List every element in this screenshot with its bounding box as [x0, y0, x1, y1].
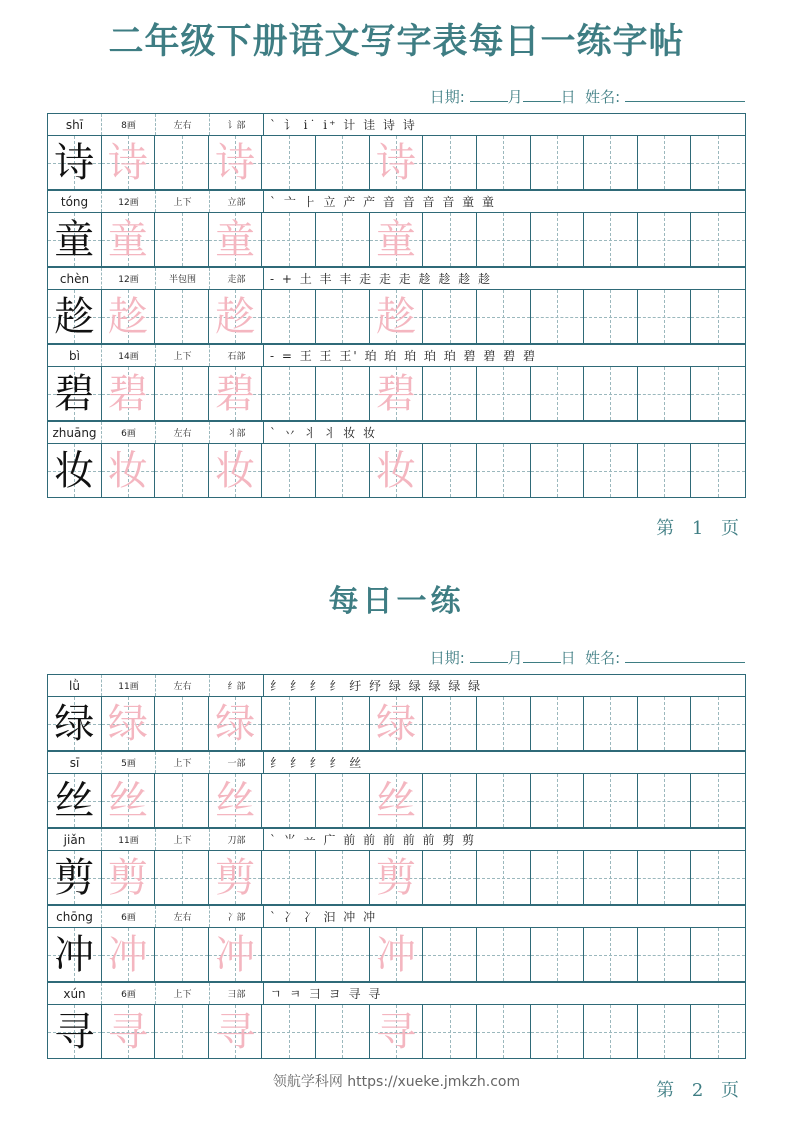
- pinyin-label: tóng: [48, 191, 102, 212]
- writing-box[interactable]: [316, 851, 370, 904]
- writing-box[interactable]: [691, 774, 745, 827]
- pinyin-label: sī: [48, 752, 102, 773]
- radical-label: 讠部: [210, 114, 264, 135]
- writing-box[interactable]: [691, 1005, 745, 1058]
- writing-box[interactable]: [477, 290, 531, 343]
- character-row: [47, 190, 746, 267]
- writing-box[interactable]: [584, 697, 638, 750]
- writing-box[interactable]: [531, 136, 585, 189]
- trace-character: 童: [375, 216, 416, 263]
- character-info-bar: [47, 982, 746, 1004]
- writing-box[interactable]: [209, 928, 263, 981]
- stroke-count: 5画: [102, 752, 156, 773]
- trace-character: 绿: [107, 700, 148, 747]
- stroke-order: ` 冫 冫 汩 冲 冲: [270, 910, 378, 924]
- stroke-count: 6画: [102, 983, 156, 1004]
- pinyin-label: shī: [48, 114, 102, 135]
- radical-label: 刀部: [210, 829, 264, 850]
- writing-box[interactable]: [102, 444, 156, 497]
- pinyin-label: chèn: [48, 268, 102, 289]
- writing-box[interactable]: [102, 367, 156, 420]
- structure-label: 半包围: [156, 268, 210, 289]
- model-character: 剪: [54, 854, 95, 901]
- writing-box[interactable]: [48, 697, 102, 750]
- writing-box[interactable]: [370, 697, 424, 750]
- writing-box[interactable]: [477, 697, 531, 750]
- character-info-bar: [47, 267, 746, 289]
- writing-box[interactable]: [262, 1005, 316, 1058]
- writing-box[interactable]: [370, 851, 424, 904]
- model-character: 童: [54, 216, 95, 263]
- writing-box[interactable]: [638, 697, 692, 750]
- writing-box[interactable]: [316, 1005, 370, 1058]
- writing-box[interactable]: [102, 136, 156, 189]
- writing-box[interactable]: [584, 444, 638, 497]
- trace-character: 寻: [375, 1008, 416, 1055]
- writing-box[interactable]: [423, 1005, 477, 1058]
- writing-boxes: [47, 696, 746, 751]
- model-character: 冲: [54, 931, 95, 978]
- name-blank[interactable]: [625, 87, 745, 102]
- trace-character: 诗: [375, 139, 416, 186]
- writing-box[interactable]: [423, 444, 477, 497]
- writing-box[interactable]: [155, 136, 209, 189]
- trace-character: 妆: [375, 447, 416, 494]
- character-row: [47, 982, 746, 1059]
- stroke-count: 6画: [102, 906, 156, 927]
- writing-box[interactable]: [370, 1005, 424, 1058]
- writing-box[interactable]: [584, 367, 638, 420]
- writing-box[interactable]: [638, 290, 692, 343]
- writing-box[interactable]: [316, 928, 370, 981]
- stroke-order: 纟 纟 纟 纟 丝: [270, 756, 364, 770]
- writing-box[interactable]: [155, 213, 209, 266]
- stroke-order: 纟 纟 纟 纟 纡 纾 绿 绿 绿 绿 绿: [270, 679, 483, 693]
- writing-box[interactable]: [102, 213, 156, 266]
- model-character: 丝: [54, 777, 95, 824]
- writing-box[interactable]: [262, 774, 316, 827]
- writing-box[interactable]: [48, 928, 102, 981]
- character-info-bar: [47, 751, 746, 773]
- practice-grid-page-1: [47, 113, 746, 498]
- radical-label: 冫部: [210, 906, 264, 927]
- day-label: 日: [560, 649, 576, 667]
- writing-box[interactable]: [102, 774, 156, 827]
- writing-boxes: [47, 366, 746, 421]
- writing-box[interactable]: [209, 444, 263, 497]
- trace-character: 剪: [215, 854, 256, 901]
- writing-box[interactable]: [423, 136, 477, 189]
- stroke-count: 12画: [102, 191, 156, 212]
- trace-character: 童: [107, 216, 148, 263]
- stroke-order: ` ⺌ 䒑 广 前 前 前 前 前 剪 剪: [270, 833, 477, 847]
- writing-box[interactable]: [209, 774, 263, 827]
- writing-box[interactable]: [316, 136, 370, 189]
- trace-character: 童: [215, 216, 256, 263]
- writing-box[interactable]: [691, 213, 745, 266]
- trace-character: 寻: [107, 1008, 148, 1055]
- writing-boxes: [47, 443, 746, 498]
- date-name-line-2: [430, 647, 745, 668]
- writing-box[interactable]: [691, 367, 745, 420]
- writing-box[interactable]: [262, 367, 316, 420]
- writing-box[interactable]: [584, 136, 638, 189]
- character-row: [47, 674, 746, 751]
- trace-character: 剪: [375, 854, 416, 901]
- model-character: 绿: [54, 700, 95, 747]
- writing-box[interactable]: [48, 290, 102, 343]
- trace-character: 冲: [107, 931, 148, 978]
- writing-box[interactable]: [477, 1005, 531, 1058]
- structure-label: 上下: [156, 983, 210, 1004]
- writing-box[interactable]: [48, 136, 102, 189]
- stroke-order: ` 亠 ⺊ 立 产 产 音 音 音 音 童 童: [270, 195, 496, 209]
- writing-box[interactable]: [638, 213, 692, 266]
- stroke-order: ` 讠 i˙ i⁺ 计 诖 诗 诗: [270, 118, 417, 132]
- writing-box[interactable]: [262, 928, 316, 981]
- page-number-2: 第 2 页: [656, 1080, 745, 1101]
- character-row: [47, 344, 746, 421]
- writing-box[interactable]: [102, 851, 156, 904]
- writing-box[interactable]: [262, 697, 316, 750]
- writing-box[interactable]: [531, 213, 585, 266]
- footer-watermark: 领航学科网 https://xueke.jmkzh.com: [272, 1074, 521, 1090]
- structure-label: 上下: [156, 345, 210, 366]
- writing-box[interactable]: [370, 928, 424, 981]
- radical-label: 石部: [210, 345, 264, 366]
- writing-box[interactable]: [423, 928, 477, 981]
- radical-label: 立部: [210, 191, 264, 212]
- character-info-bar: [47, 905, 746, 927]
- month-blank[interactable]: [470, 648, 508, 663]
- character-row: [47, 267, 746, 344]
- trace-character: 冲: [375, 931, 416, 978]
- writing-box[interactable]: [262, 851, 316, 904]
- writing-box[interactable]: [691, 697, 745, 750]
- character-row: [47, 905, 746, 982]
- trace-character: 丝: [107, 777, 148, 824]
- writing-box[interactable]: [584, 774, 638, 827]
- trace-character: 碧: [107, 370, 148, 417]
- section-title: 每日一练: [328, 584, 465, 619]
- trace-character: 妆: [215, 447, 256, 494]
- writing-box[interactable]: [423, 367, 477, 420]
- writing-boxes: [47, 773, 746, 828]
- trace-character: 剪: [107, 854, 148, 901]
- stroke-count: 14画: [102, 345, 156, 366]
- writing-box[interactable]: [262, 444, 316, 497]
- structure-label: 左右: [156, 114, 210, 135]
- trace-character: 趁: [107, 293, 148, 340]
- writing-box[interactable]: [638, 774, 692, 827]
- writing-box[interactable]: [155, 774, 209, 827]
- writing-box[interactable]: [262, 290, 316, 343]
- writing-box[interactable]: [48, 851, 102, 904]
- page-number: 第 1 页: [656, 518, 745, 539]
- writing-box[interactable]: [155, 697, 209, 750]
- character-info-bar: [47, 674, 746, 696]
- stroke-order: ㄱ ㅋ 彐 ヨ 寻 寻: [270, 987, 383, 1001]
- radical-label: 彐部: [210, 983, 264, 1004]
- writing-box[interactable]: [691, 851, 745, 904]
- date-label: 日期:: [429, 88, 465, 106]
- day-label: 日: [560, 88, 576, 106]
- writing-box[interactable]: [370, 213, 424, 266]
- writing-box[interactable]: [316, 774, 370, 827]
- pinyin-label: lǜ: [48, 675, 102, 696]
- character-info-bar: [47, 190, 746, 212]
- writing-box[interactable]: [638, 367, 692, 420]
- writing-box[interactable]: [316, 213, 370, 266]
- radical-label: 纟部: [210, 675, 264, 696]
- writing-box[interactable]: [423, 851, 477, 904]
- pinyin-label: zhuāng: [48, 422, 102, 443]
- day-blank[interactable]: [523, 87, 561, 102]
- character-info-bar: [47, 344, 746, 366]
- model-character: 趁: [54, 293, 95, 340]
- writing-box[interactable]: [531, 697, 585, 750]
- writing-box[interactable]: [48, 1005, 102, 1058]
- writing-box[interactable]: [209, 367, 263, 420]
- writing-box[interactable]: [638, 444, 692, 497]
- writing-box[interactable]: [531, 367, 585, 420]
- writing-box[interactable]: [584, 290, 638, 343]
- date-label: 日期:: [429, 649, 465, 667]
- stroke-count: 12画: [102, 268, 156, 289]
- writing-box[interactable]: [209, 697, 263, 750]
- writing-box[interactable]: [477, 774, 531, 827]
- writing-box[interactable]: [691, 136, 745, 189]
- writing-box[interactable]: [48, 213, 102, 266]
- day-blank[interactable]: [523, 648, 561, 663]
- practice-grid-page-2: [47, 674, 746, 1059]
- writing-box[interactable]: [691, 444, 745, 497]
- trace-character: 碧: [215, 370, 256, 417]
- character-row: [47, 421, 746, 498]
- writing-box[interactable]: [584, 1005, 638, 1058]
- writing-boxes: [47, 927, 746, 982]
- structure-label: 上下: [156, 829, 210, 850]
- structure-label: 上下: [156, 191, 210, 212]
- writing-box[interactable]: [531, 774, 585, 827]
- date-name-line: [430, 86, 745, 107]
- writing-box[interactable]: [209, 1005, 263, 1058]
- writing-box[interactable]: [316, 444, 370, 497]
- character-row: [47, 828, 746, 905]
- writing-box[interactable]: [155, 290, 209, 343]
- writing-box[interactable]: [477, 444, 531, 497]
- month-blank[interactable]: [470, 87, 508, 102]
- writing-box[interactable]: [531, 1005, 585, 1058]
- writing-box[interactable]: [584, 928, 638, 981]
- writing-box[interactable]: [531, 290, 585, 343]
- writing-box[interactable]: [209, 136, 263, 189]
- writing-box[interactable]: [691, 290, 745, 343]
- writing-box[interactable]: [638, 928, 692, 981]
- writing-box[interactable]: [691, 928, 745, 981]
- trace-character: 诗: [107, 139, 148, 186]
- trace-character: 趁: [215, 293, 256, 340]
- radical-label: 一部: [210, 752, 264, 773]
- character-info-bar: [47, 828, 746, 850]
- writing-box[interactable]: [423, 290, 477, 343]
- trace-character: 趁: [375, 293, 416, 340]
- writing-box[interactable]: [638, 1005, 692, 1058]
- writing-box[interactable]: [477, 213, 531, 266]
- writing-box[interactable]: [638, 136, 692, 189]
- month-label: 月: [507, 649, 523, 667]
- writing-box[interactable]: [370, 290, 424, 343]
- stroke-order: - + 土 丰 丰 走 走 走 趁 趁 趁 趁: [270, 272, 493, 286]
- stroke-order: - = 王 王 王' 珀 珀 珀 珀 珀 碧 碧 碧 碧: [270, 349, 537, 363]
- stroke-count: 11画: [102, 675, 156, 696]
- writing-box[interactable]: [262, 213, 316, 266]
- writing-box[interactable]: [531, 444, 585, 497]
- writing-boxes: [47, 850, 746, 905]
- writing-box[interactable]: [209, 290, 263, 343]
- writing-box[interactable]: [584, 851, 638, 904]
- writing-box[interactable]: [370, 444, 424, 497]
- character-info-bar: [47, 421, 746, 443]
- writing-box[interactable]: [370, 367, 424, 420]
- writing-box[interactable]: [423, 213, 477, 266]
- pinyin-label: jiǎn: [48, 829, 102, 850]
- trace-character: 诗: [215, 139, 256, 186]
- stroke-count: 11画: [102, 829, 156, 850]
- writing-box[interactable]: [102, 1005, 156, 1058]
- pinyin-label: xún: [48, 983, 102, 1004]
- trace-character: 妆: [107, 447, 148, 494]
- name-label: 姓名:: [585, 88, 621, 106]
- structure-label: 左右: [156, 422, 210, 443]
- trace-character: 丝: [215, 777, 256, 824]
- trace-character: 碧: [375, 370, 416, 417]
- writing-box[interactable]: [48, 367, 102, 420]
- writing-box[interactable]: [209, 851, 263, 904]
- writing-box[interactable]: [209, 213, 263, 266]
- writing-box[interactable]: [155, 851, 209, 904]
- name-blank[interactable]: [625, 648, 745, 663]
- writing-box[interactable]: [316, 290, 370, 343]
- character-row: [47, 751, 746, 828]
- writing-box[interactable]: [155, 928, 209, 981]
- writing-box[interactable]: [370, 136, 424, 189]
- radical-label: 走部: [210, 268, 264, 289]
- stroke-order: ` 丷 丬 丬 妆 妆: [270, 426, 378, 440]
- writing-box[interactable]: [48, 444, 102, 497]
- model-character: 寻: [54, 1008, 95, 1055]
- writing-box[interactable]: [531, 851, 585, 904]
- structure-label: 左右: [156, 675, 210, 696]
- writing-box[interactable]: [638, 851, 692, 904]
- writing-box[interactable]: [102, 697, 156, 750]
- trace-character: 绿: [375, 700, 416, 747]
- writing-box[interactable]: [48, 774, 102, 827]
- writing-box[interactable]: [316, 697, 370, 750]
- model-character: 碧: [54, 370, 95, 417]
- writing-box[interactable]: [155, 367, 209, 420]
- stroke-count: 6画: [102, 422, 156, 443]
- writing-box[interactable]: [155, 444, 209, 497]
- writing-box[interactable]: [370, 774, 424, 827]
- structure-label: 左右: [156, 906, 210, 927]
- writing-box[interactable]: [102, 290, 156, 343]
- writing-box[interactable]: [423, 697, 477, 750]
- writing-box[interactable]: [584, 213, 638, 266]
- writing-box[interactable]: [262, 136, 316, 189]
- writing-box[interactable]: [477, 136, 531, 189]
- page-title: 二年级下册语文写字表每日一练字帖: [108, 21, 685, 62]
- pinyin-label: chōng: [48, 906, 102, 927]
- character-row: [47, 113, 746, 190]
- writing-box[interactable]: [316, 367, 370, 420]
- character-info-bar: [47, 113, 746, 135]
- trace-character: 寻: [215, 1008, 256, 1055]
- writing-box[interactable]: [102, 928, 156, 981]
- trace-character: 绿: [215, 700, 256, 747]
- model-character: 诗: [54, 139, 95, 186]
- stroke-count: 8画: [102, 114, 156, 135]
- pinyin-label: bì: [48, 345, 102, 366]
- writing-boxes: [47, 212, 746, 267]
- writing-boxes: [47, 1004, 746, 1059]
- radical-label: 丬部: [210, 422, 264, 443]
- writing-box[interactable]: [477, 367, 531, 420]
- writing-box[interactable]: [477, 851, 531, 904]
- writing-box[interactable]: [477, 928, 531, 981]
- structure-label: 上下: [156, 752, 210, 773]
- name-label: 姓名:: [585, 649, 621, 667]
- month-label: 月: [507, 88, 523, 106]
- trace-character: 丝: [375, 777, 416, 824]
- writing-boxes: [47, 289, 746, 344]
- writing-box[interactable]: [531, 928, 585, 981]
- trace-character: 冲: [215, 931, 256, 978]
- model-character: 妆: [54, 447, 95, 494]
- writing-boxes: [47, 135, 746, 190]
- writing-box[interactable]: [423, 774, 477, 827]
- writing-box[interactable]: [155, 1005, 209, 1058]
